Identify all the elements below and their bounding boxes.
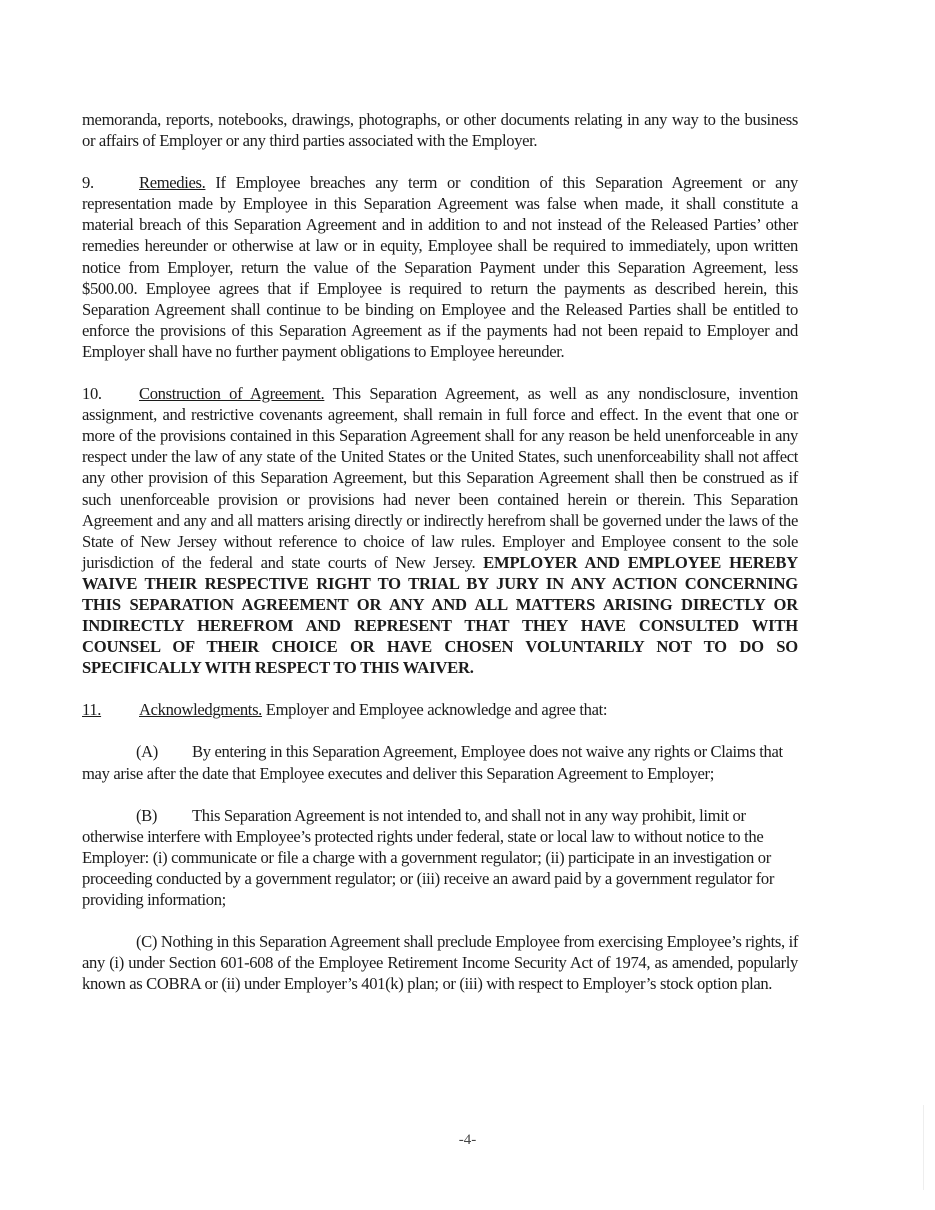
subsection-c	[82, 931, 798, 994]
section-heading: Acknowledgments.	[139, 700, 262, 720]
spacer	[82, 720, 798, 741]
section-10-construction	[82, 383, 798, 678]
subsection-text: This Separation Agreement is not intended to, and shall not in any way prohibit, limit or otherwise interfere with Employee’s protected rights under federal, state or local law to without notice to the Employer: (i) communicate or file a charge with a government regulator; (ii) participate in an investigation or proceeding conducted by a government regulator; or (iii) receive an award paid by a government regulator for providing information;	[82, 805, 775, 909]
spacer	[82, 910, 798, 931]
subsection-a	[82, 741, 798, 783]
page-number: -4-	[458, 1132, 477, 1148]
subsection-label: (C)	[136, 932, 158, 952]
spacer	[82, 362, 798, 383]
section-9-remedies	[82, 172, 798, 362]
subsection-label: (A)	[136, 742, 158, 762]
subsection-b	[82, 805, 798, 910]
jury-waiver-text: EMPLOYER AND EMPLOYEE HEREBY WAIVE THEIR RESPECTIVE RIGHT TO TRIAL BY JURY IN ANY ACTION CONCERNING THIS SEPARATION AGREEMENT OR ANY AND ALL MATTERS ARISING DIRECTLY OR INDIRECTLY HEREFROM AND REPRESENT THAT THEY HAVE CONSULTED WITH COUNSEL OF THEIR CHOICE OR HAVE CHOSEN VOLUNTARILY NOT TO DO SO SPECIFICALLY WITH RESPECT TO THIS WAIVER.	[82, 552, 799, 678]
section-body: This Separation Agreement, as well as any nondisclosure, invention assignment, and restrictive covenants agreement, shall remain in full force and effect. In the event that one or more of the provisions contained in this Separation Agreement shall for any reason be held unenforceable in any respect under the law of any state of the United States or the United States, such unenforceability shall not affect any other provision of this Separation Agreement, but this Separation Agreement shall then be construed as if such unenforceable provision or provisions had never been contained herein or therein. This Separation Agreement and any and all matters arising directly or indirectly herefrom shall be governed under the laws of the State of New Jersey without reference to choice of law rules. Employer and Employee consent to the sole jurisdiction of the federal and state courts of New Jersey.	[82, 384, 798, 572]
spacer	[82, 784, 798, 805]
subsection-text: By entering in this Separation Agreement, Employee does not waive any rights or Claims that may arise after the date that Employee executes and deliver this Separation Agreement to Employer;	[82, 742, 783, 783]
scan-artifact	[923, 1105, 924, 1190]
section-number: 11.	[82, 700, 102, 720]
intro-paragraph: memoranda, reports, notebooks, drawings, photographs, or other documents relating in any way to the business or affairs of Employer or any third parties associated with the Employer.	[82, 110, 798, 151]
section-11-acknowledgments	[82, 699, 798, 720]
section-number: 10.	[82, 384, 102, 404]
spacer	[82, 151, 798, 172]
page-content	[82, 109, 798, 994]
section-body: If Employee breaches any term or condition of this Separation Agreement or any representation made by Employee in this Separation Agreement was false when made, it shall constitute a material breach of this Separation Agreement and in addition to and not instead of the Released Parties’ other remedies hereunder or otherwise at law or in equity, Employee shall be required to immediately, upon written notice from Employer, return the value of the Separation Payment under this Separation Agreement, less $500.00. Employee agrees that if Employee is required to return the payments as described herein, this Separation Agreement shall continue to be binding on Employee and the Released Parties shall be entitled to enforce the provisions of this Separation Agreement as if the payments had not been repaid to Employer and Employer shall have no further payment obligations to Employee hereunder.	[82, 173, 798, 361]
section-body: Employer and Employee acknowledge and agree that:	[261, 700, 608, 720]
section-heading: Construction of Agreement.	[139, 384, 325, 404]
subsection-label: (B)	[136, 805, 158, 825]
section-heading: Remedies.	[139, 173, 206, 193]
spacer	[82, 678, 798, 699]
subsection-text: Nothing in this Separation Agreement shall preclude Employee from exercising Employee’s rights, if any (i) under Section 601-608 of the Employee Retirement Income Security Act of 1974, as amended, popularly known as COBRA or (ii) under Employer’s 401(k) plan; or (iii) with respect to Employer’s stock option plan.	[82, 932, 798, 994]
section-number: 9.	[82, 173, 94, 193]
